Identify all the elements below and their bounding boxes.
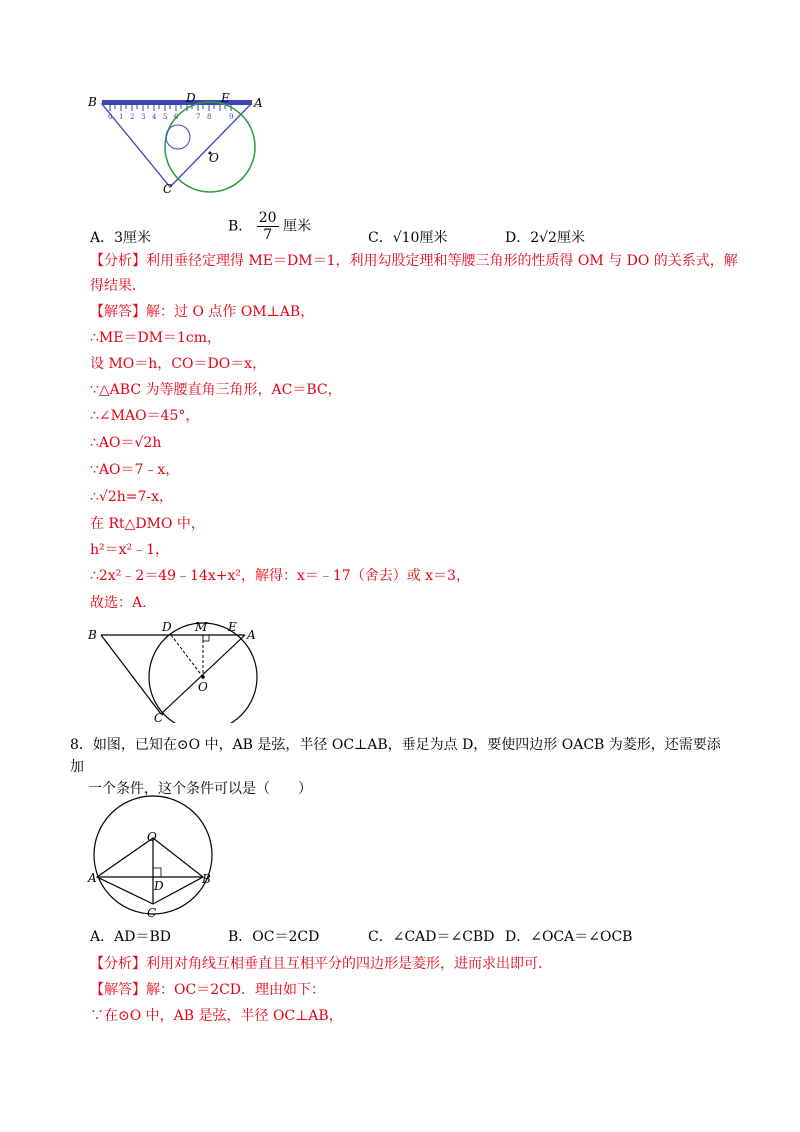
solution-line-1: 【解答】解：过 O 点作 OM⊥AB， (90, 304, 315, 320)
ruler-number: 9 (229, 113, 234, 121)
ruler-number: 4 (152, 113, 157, 121)
analysis-line-1: 【分析】利用垂径定理得 ME＝DM＝1，利用勾股定理和等腰三角形的性质得 OM 与 DO 的关系式，解 (90, 253, 738, 269)
option-b (228, 210, 311, 243)
q8-option-d: D．∠OCA＝∠OCB (505, 929, 633, 945)
point-label-d: D (162, 620, 172, 634)
point-label-c: C (147, 906, 157, 920)
solution-line-7: ∵AO＝7﹣x， (90, 462, 180, 478)
solution-line-6: ∴AO＝√2h (90, 435, 162, 451)
point-label-o: O (209, 151, 219, 165)
solution-line-3: 设 MO＝h，CO＝DO＝x， (90, 356, 267, 372)
point-label-a: A (254, 96, 263, 110)
point-label-b: B (88, 95, 97, 109)
point-label-b: B (202, 872, 211, 886)
ruler-number: 6 (174, 113, 179, 121)
q8-answer: 【解答】解：OC＝2CD．理由如下： (90, 982, 326, 998)
q8-option-b: B．OC＝2CD (228, 929, 320, 945)
point-label-o: O (147, 830, 157, 844)
solution-line-8: ∴√2h=7-x， (90, 489, 174, 505)
solution-line-4: ∵△ABC 为等腰直角三角形，AC＝BC， (90, 382, 342, 398)
figure-circle-rhombus (85, 790, 225, 925)
q8-analysis: 【分析】利用对角线互相垂直且互相平分的四边形是菱形，进而求出即可. (90, 956, 543, 972)
point-label-b: B (88, 628, 97, 642)
question-8-line-1: 8．如图，已知在⊙O 中，AB 是弦，半径 OC⊥AB，垂足为点 D，要使四边形 OACB 为菱形，还需要添加 (70, 737, 721, 775)
ruler-number: 0 (108, 113, 113, 121)
solution-line-2: ∴ME＝DM＝1cm， (90, 330, 222, 346)
point-label-e: E (228, 620, 237, 634)
q8-option-c: C．∠CAD＝∠CBD (368, 929, 495, 945)
ruler-number: 8 (207, 113, 212, 121)
point-label-d: D (186, 91, 196, 105)
option-b-prefix: B． (228, 218, 253, 235)
ruler-number: 3 (141, 113, 146, 121)
solution-line-9: 在 Rt△DMO 中， (90, 516, 205, 532)
point-label-o: O (198, 680, 208, 694)
ruler-number: 1 (119, 113, 124, 121)
point-label-e: E (221, 91, 230, 105)
ruler-number: 2 (130, 113, 135, 121)
q8-reason: ∵在⊙O 中，AB 是弦，半径 OC⊥AB， (90, 1008, 343, 1024)
point-label-a: A (88, 871, 97, 885)
question-8-line-2: 一个条件，这个条件可以是（ ） (88, 781, 312, 797)
fraction-numerator: 20 (258, 210, 277, 226)
solution-line-12: 故选：A. (90, 595, 147, 611)
solution-line-11: ∴2x²﹣2＝49﹣14x+x²，解得：x＝﹣17（舍去）或 x＝3， (90, 568, 470, 584)
figure-ruler-triangle (85, 90, 270, 205)
q8-option-a: A．AD＝BD (90, 929, 171, 945)
option-b-unit: 厘米 (283, 218, 312, 235)
solution-line-5: ∴∠MAO＝45°， (90, 408, 200, 424)
fraction (257, 210, 279, 243)
analysis-line-2: 得结果. (90, 278, 137, 294)
point-label-c: C (154, 711, 164, 723)
ruler-number: 7 (196, 113, 201, 121)
figure-solution-diagram (85, 618, 265, 723)
ruler-number: 5 (163, 113, 168, 121)
option-c: C．√10厘米 (368, 230, 448, 246)
fraction-denominator: 7 (263, 227, 273, 243)
point-label-m: M (195, 620, 208, 634)
point-label-a: A (247, 628, 256, 642)
point-label-d: D (154, 879, 164, 893)
option-a: A．3厘米 (90, 230, 152, 246)
point-label-c: C (163, 182, 173, 196)
solution-line-10: h²＝x²﹣1， (90, 542, 170, 558)
option-d: D．2√2厘米 (505, 230, 585, 246)
